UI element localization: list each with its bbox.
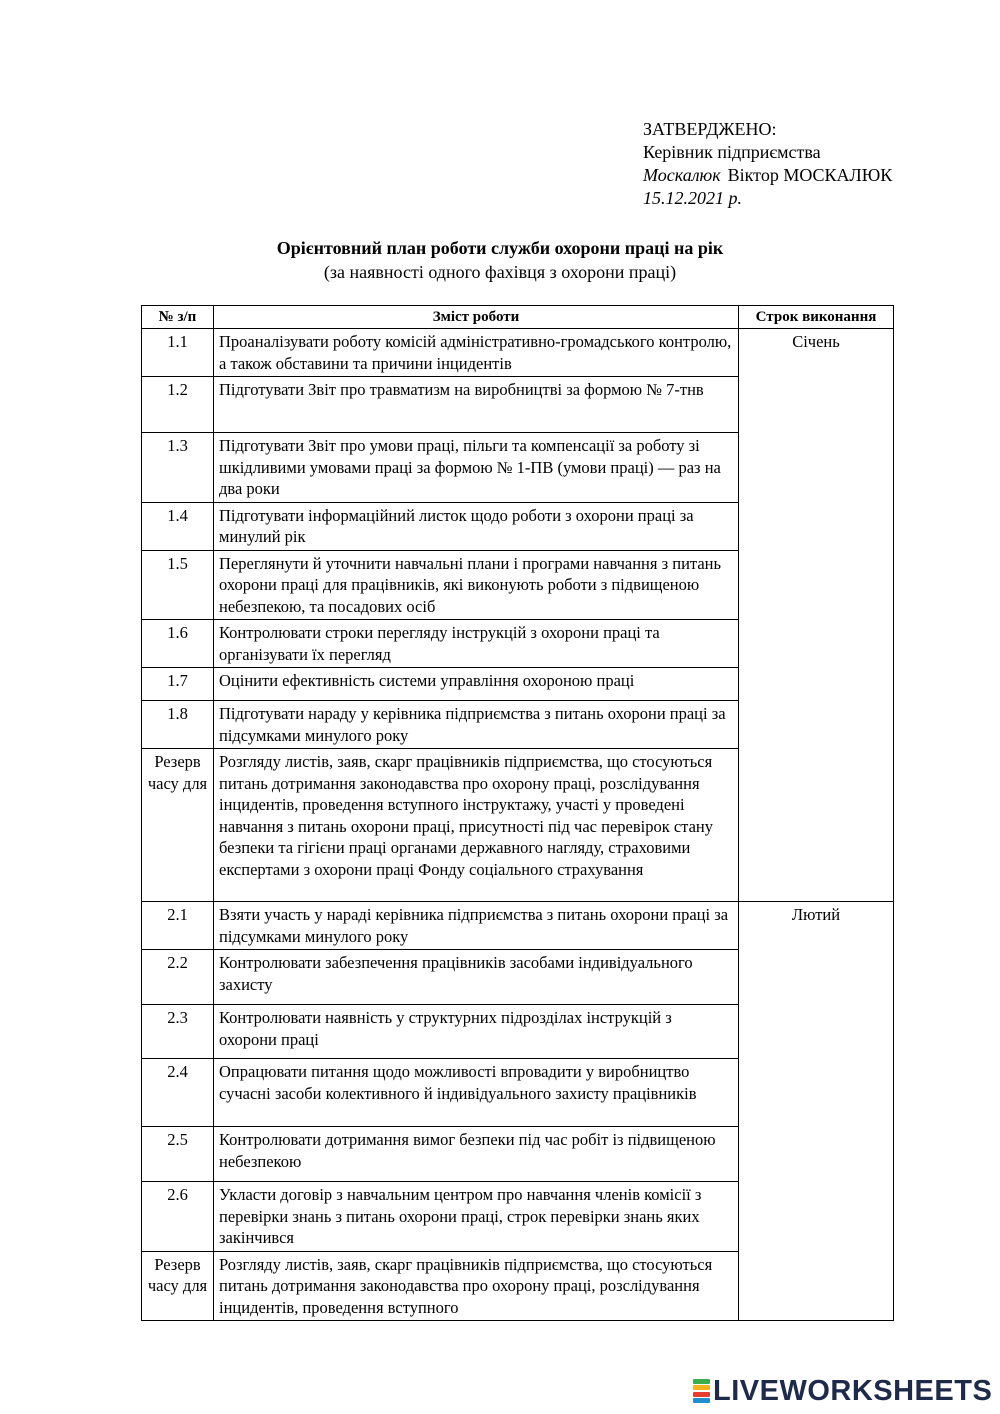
table-row xyxy=(142,902,894,950)
signature: Москалюк xyxy=(643,165,721,185)
row-content: Проаналізувати роботу комісій адміністративно-громадського контролю, а також обставини та причини інцидентів xyxy=(214,329,739,377)
approval-date: 15.12.2021 р. xyxy=(643,188,742,208)
row-content: Оцінити ефективність системи управління охороною праці xyxy=(214,668,739,701)
row-content: Підготувати Звіт про умови праці, пільги та компенсації за роботу зі шкідливими умовами праці за формою № 1-ПВ (умови праці) — раз на два роки xyxy=(214,433,739,503)
logo-stripe xyxy=(693,1379,710,1384)
row-number: 2.5 xyxy=(142,1127,214,1182)
work-plan-table xyxy=(141,305,894,1321)
row-content: Контролювати наявність у структурних підрозділах інструкцій з охорони праці xyxy=(214,1005,739,1059)
logo-stripe xyxy=(693,1392,710,1397)
row-number: 2.3 xyxy=(142,1005,214,1059)
header-content: Зміст роботи xyxy=(214,306,739,329)
table-header-row xyxy=(142,306,894,329)
row-number: Резерв часу для xyxy=(142,1251,214,1321)
row-number: 1.8 xyxy=(142,701,214,749)
row-content: Опрацювати питання щодо можливості впровадити у виробництво сучасні засоби колективного й індивідуального захисту працівників xyxy=(214,1059,739,1127)
row-content: Розгляду листів, заяв, скарг працівників підприємства, що стосуються питань дотримання законодавства про охорону праці, розслідування інцидентів, проведення вступного xyxy=(214,1251,739,1321)
approver-name: Віктор МОСКАЛЮК xyxy=(727,165,893,185)
row-content: Контролювати строки перегляду інструкцій з охорони праці та організувати їх перегляд xyxy=(214,620,739,668)
row-number: 1.7 xyxy=(142,668,214,701)
row-number: 1.4 xyxy=(142,502,214,550)
row-content: Переглянути й уточнити навчальні плани і програми навчання з питань охорони праці для працівників, які виконують роботи з підвищеною небезпекою, та посадових осіб xyxy=(214,550,739,620)
row-number: 2.6 xyxy=(142,1182,214,1252)
row-content: Підготувати Звіт про травматизм на виробництві за формою № 7-тнв xyxy=(214,377,739,433)
row-content: Підготувати інформаційний листок щодо роботи з охорони праці за минулий рік xyxy=(214,502,739,550)
row-number: Резерв часу для xyxy=(142,749,214,902)
row-number: 1.5 xyxy=(142,550,214,620)
row-content: Контролювати дотримання вимог безпеки під час робіт із підвищеною небезпекою xyxy=(214,1127,739,1182)
logo-stripe xyxy=(693,1398,710,1403)
term-february: Лютий xyxy=(739,902,894,1321)
row-number: 1.1 xyxy=(142,329,214,377)
row-number: 1.3 xyxy=(142,433,214,503)
header-term: Строк виконання xyxy=(739,306,894,329)
document-title: Орієнтовний план роботи служби охорони праці на рік xyxy=(276,238,724,258)
document-title-block xyxy=(0,236,1000,284)
document-subtitle: (за наявності одного фахівця з охорони праці) xyxy=(323,262,677,282)
term-january: Січень xyxy=(739,329,894,902)
liveworksheets-brand xyxy=(693,1376,992,1406)
approval-signature-line xyxy=(643,164,892,187)
logo-stripe xyxy=(693,1385,710,1390)
row-number: 1.6 xyxy=(142,620,214,668)
table-row xyxy=(142,329,894,377)
approval-position: Керівник підприємства xyxy=(643,142,821,162)
row-number: 2.4 xyxy=(142,1059,214,1127)
row-number: 1.2 xyxy=(142,377,214,433)
row-content: Контролювати забезпечення працівників засобами індивідуального захисту xyxy=(214,950,739,1005)
liveworksheets-wordmark: LIVEWORKSHEETS xyxy=(713,1374,993,1407)
row-number: 2.2 xyxy=(142,950,214,1005)
row-number: 2.1 xyxy=(142,902,214,950)
approval-heading: ЗАТВЕРДЖЕНО: xyxy=(643,119,777,139)
header-number: № з/п xyxy=(142,306,214,329)
approval-block xyxy=(643,118,892,210)
liveworksheets-logo-icon xyxy=(693,1379,710,1403)
row-content: Взяти участь у нараді керівника підприємства з питань охорони праці за підсумками минулого року xyxy=(214,902,739,950)
row-content: Розгляду листів, заяв, скарг працівників підприємства, що стосуються питань дотримання законодавства про охорону праці, розслідування інцидентів, проведення вступного інструктажу, участі у проведені навчання з питань охорони праці, присутності під час перевірок стану безпеки та гігієни праці органами державного нагляду, страховими експертами з охорони праці Фонду соціального страхування xyxy=(214,749,739,902)
row-content: Укласти договір з навчальним центром про навчання членів комісії з перевірки знань з питань охорони праці, строк перевірки знань яких закінчився xyxy=(214,1182,739,1252)
row-content: Підготувати нараду у керівника підприємства з питань охорони праці за підсумками минулого року xyxy=(214,701,739,749)
